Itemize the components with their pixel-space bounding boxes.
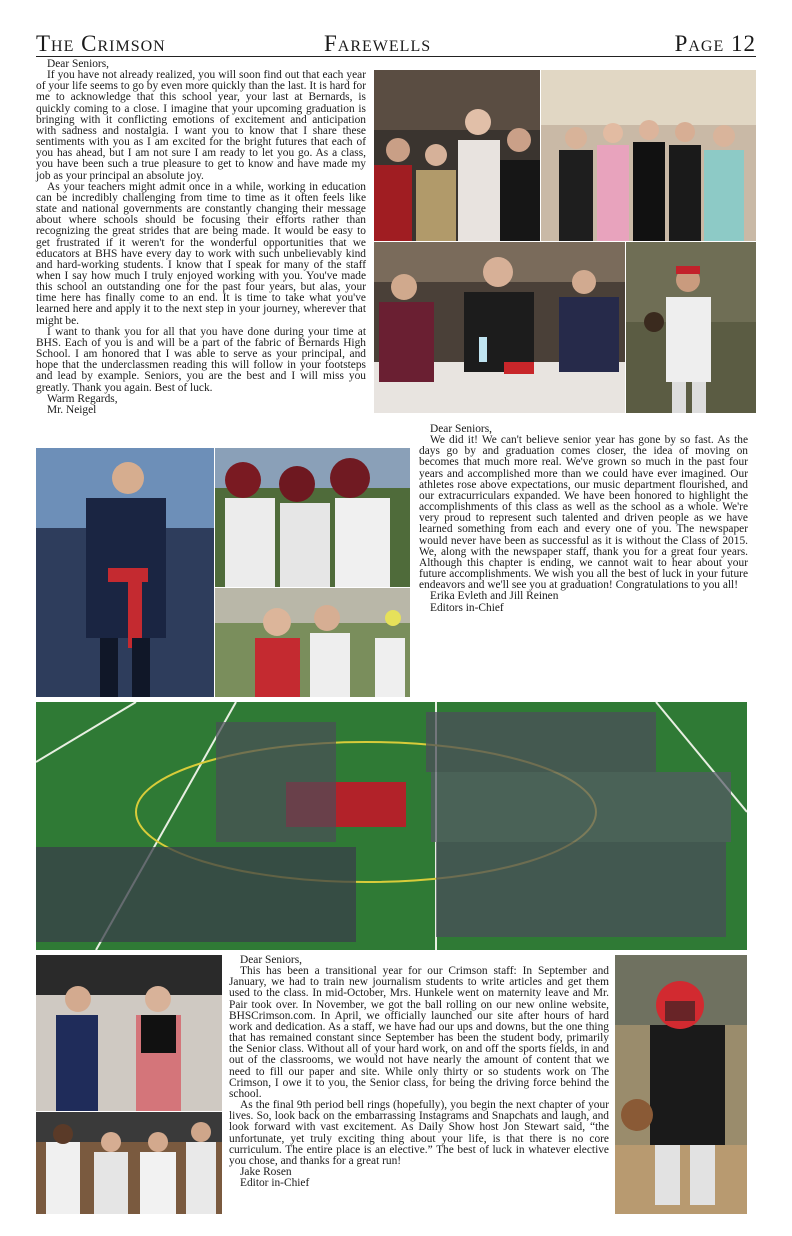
letter-signature: Jake Rosen [240,1165,292,1178]
photo-prom-girls [541,70,756,241]
photo-prom-guys [374,70,540,241]
letter-signer-title: Editors in-Chief [430,601,504,614]
letter-paragraph: This has been a transitional year for our Crimson staff: In September and January, we had to train new journalism students to write articles and get them used to the class. In mid-October, Mrs. Hunkele went on maternity leave and Mr. Pair took over. In November, we got the ball rolling on our new online website, BHSCrimson.com. In April, we officially launched our site after hours of hard work and dedication. As a staff, we have had our ups and downs, but the one thing that has remained constant since September has been the student body, primarily the Senior class. Without all of your hard work, on and off the sports fields, in and out of the classrooms, we would not have nearly the amount of content that we need to fill our paper and site. While only thirty or so students work on The Crimson, I owe it to you, the Senior class, for being the driving force behind the school. [229,965,609,1100]
letter-signature: Mr. Neigel [47,403,97,416]
editors-letter [419,424,748,614]
editor-letter [229,955,609,1189]
letter-paragraph: If you have not already realized, you will soon find out that each year of your life seems to go by even more quickly than the last. It is hard for me to acknowledge that this school year, your last at Bernards, is quickly coming to a close. I imagine that your upcoming graduation is bringing with it conflicting emotions of excitement and anticipation with sadness and nostalgia. I want you to know that I share these sentiments with you as I am excited for the bright futures that each of you has ahead, but I am not sure I am ready to let you go. As a class, you have been such a true pleasure to get to know and have made my job as your principal an absolute joy. [36,69,366,182]
publication-title: The Crimson [36,31,166,56]
letter-closing: Warm Regards, [47,392,118,405]
principal-letter [36,59,366,416]
letter-paragraph: We did it! We can't believe senior year has gone by so fast. As the days go by and graduation comes closer, the idea of moving on becomes that much more real. We've grown so much in the past four years and accomplished more than we could have ever imagined. Our athletes rose above expectations, our music department flourished, and our extracurriculars expanded. We have been honored to highlight the accomplishments of this class as well as the school as a whole. We're very proud to represent such talented and driven people as we have learned something from each and every one of you. The newspaper would never have been as successful as it is without the Class of 2015. We, along with the newspaper staff, thank you for a great four years. Although this chapter is ending, we cannot wait to hear about your future accomplishments. We wish you all the best of luck in your future endeavors and we'll see you at graduation! Congratulations to you all! [419,434,748,592]
page-header [36,32,756,57]
photo-theater-performer [36,448,214,697]
photo-seniors-table [374,242,625,413]
photo-students-event [36,1112,222,1214]
photo-football-players [215,448,410,587]
letter-paragraph: As your teachers might admit once in a while, working in education can be incredibly challenging from time to time as it often feels like state and national governments are constantly changing their message about where schools should be focusing their efforts rather than recognizing the great strides that are being made. It would be easy to get frustrated if it weren't for the wonderful opportunities that we educators at BHS have every day to work with such unbelievably kind and hard-working students. I know that I speak for many of the staff when I say how much I truly enjoyed working with you. You've made this school an outstanding one for the past four years, but alas, your time here has finally come to an end. It is time to take what you've learned here and apply it to the next step in your journey, wherever that might be. [36,180,366,327]
letter-salutation: Dear Seniors, [430,423,492,435]
photo-baseball-player [626,242,756,413]
letter-paragraph: As the final 9th period bell rings (hopefully), you begin the next chapter of your lives. So, look back on the embarrassing Instagrams and Snapchats and laugh, and look forward with vast excitement. As Daily Show host Jon Stewart said, “the unfortunate, yet truly exciting thing about your life, is that there is no core curriculum. The entire place is an elective.” The best of luck in whatever elective you chose, and thanks for a great run! [229,1099,609,1167]
photo-baseball-catcher [615,955,747,1214]
section-title: Farewells [324,31,432,56]
letter-salutation: Dear Seniors, [240,954,302,966]
letter-signature: Erika Evleth and Jill Reinen [430,590,559,603]
photo-class-of-2015-field [36,702,747,950]
photo-fashion-show [36,955,222,1111]
photo-lacrosse-players [215,588,410,697]
letter-salutation: Dear Seniors, [47,58,109,70]
page-number: Page 12 [674,31,756,56]
letter-signer-title: Editor in-Chief [240,1177,310,1190]
letter-paragraph: I want to thank you for all that you have done during your time at BHS. Each of you is and will be a part of the fabric of Bernards High School. I am honored that I was able to serve as your principal, and hope that the underclassmen reading this will follow in your footsteps and lead by example. Seniors, you are the best and I will miss you greatly. Thank you again. Best of luck. [36,325,366,394]
